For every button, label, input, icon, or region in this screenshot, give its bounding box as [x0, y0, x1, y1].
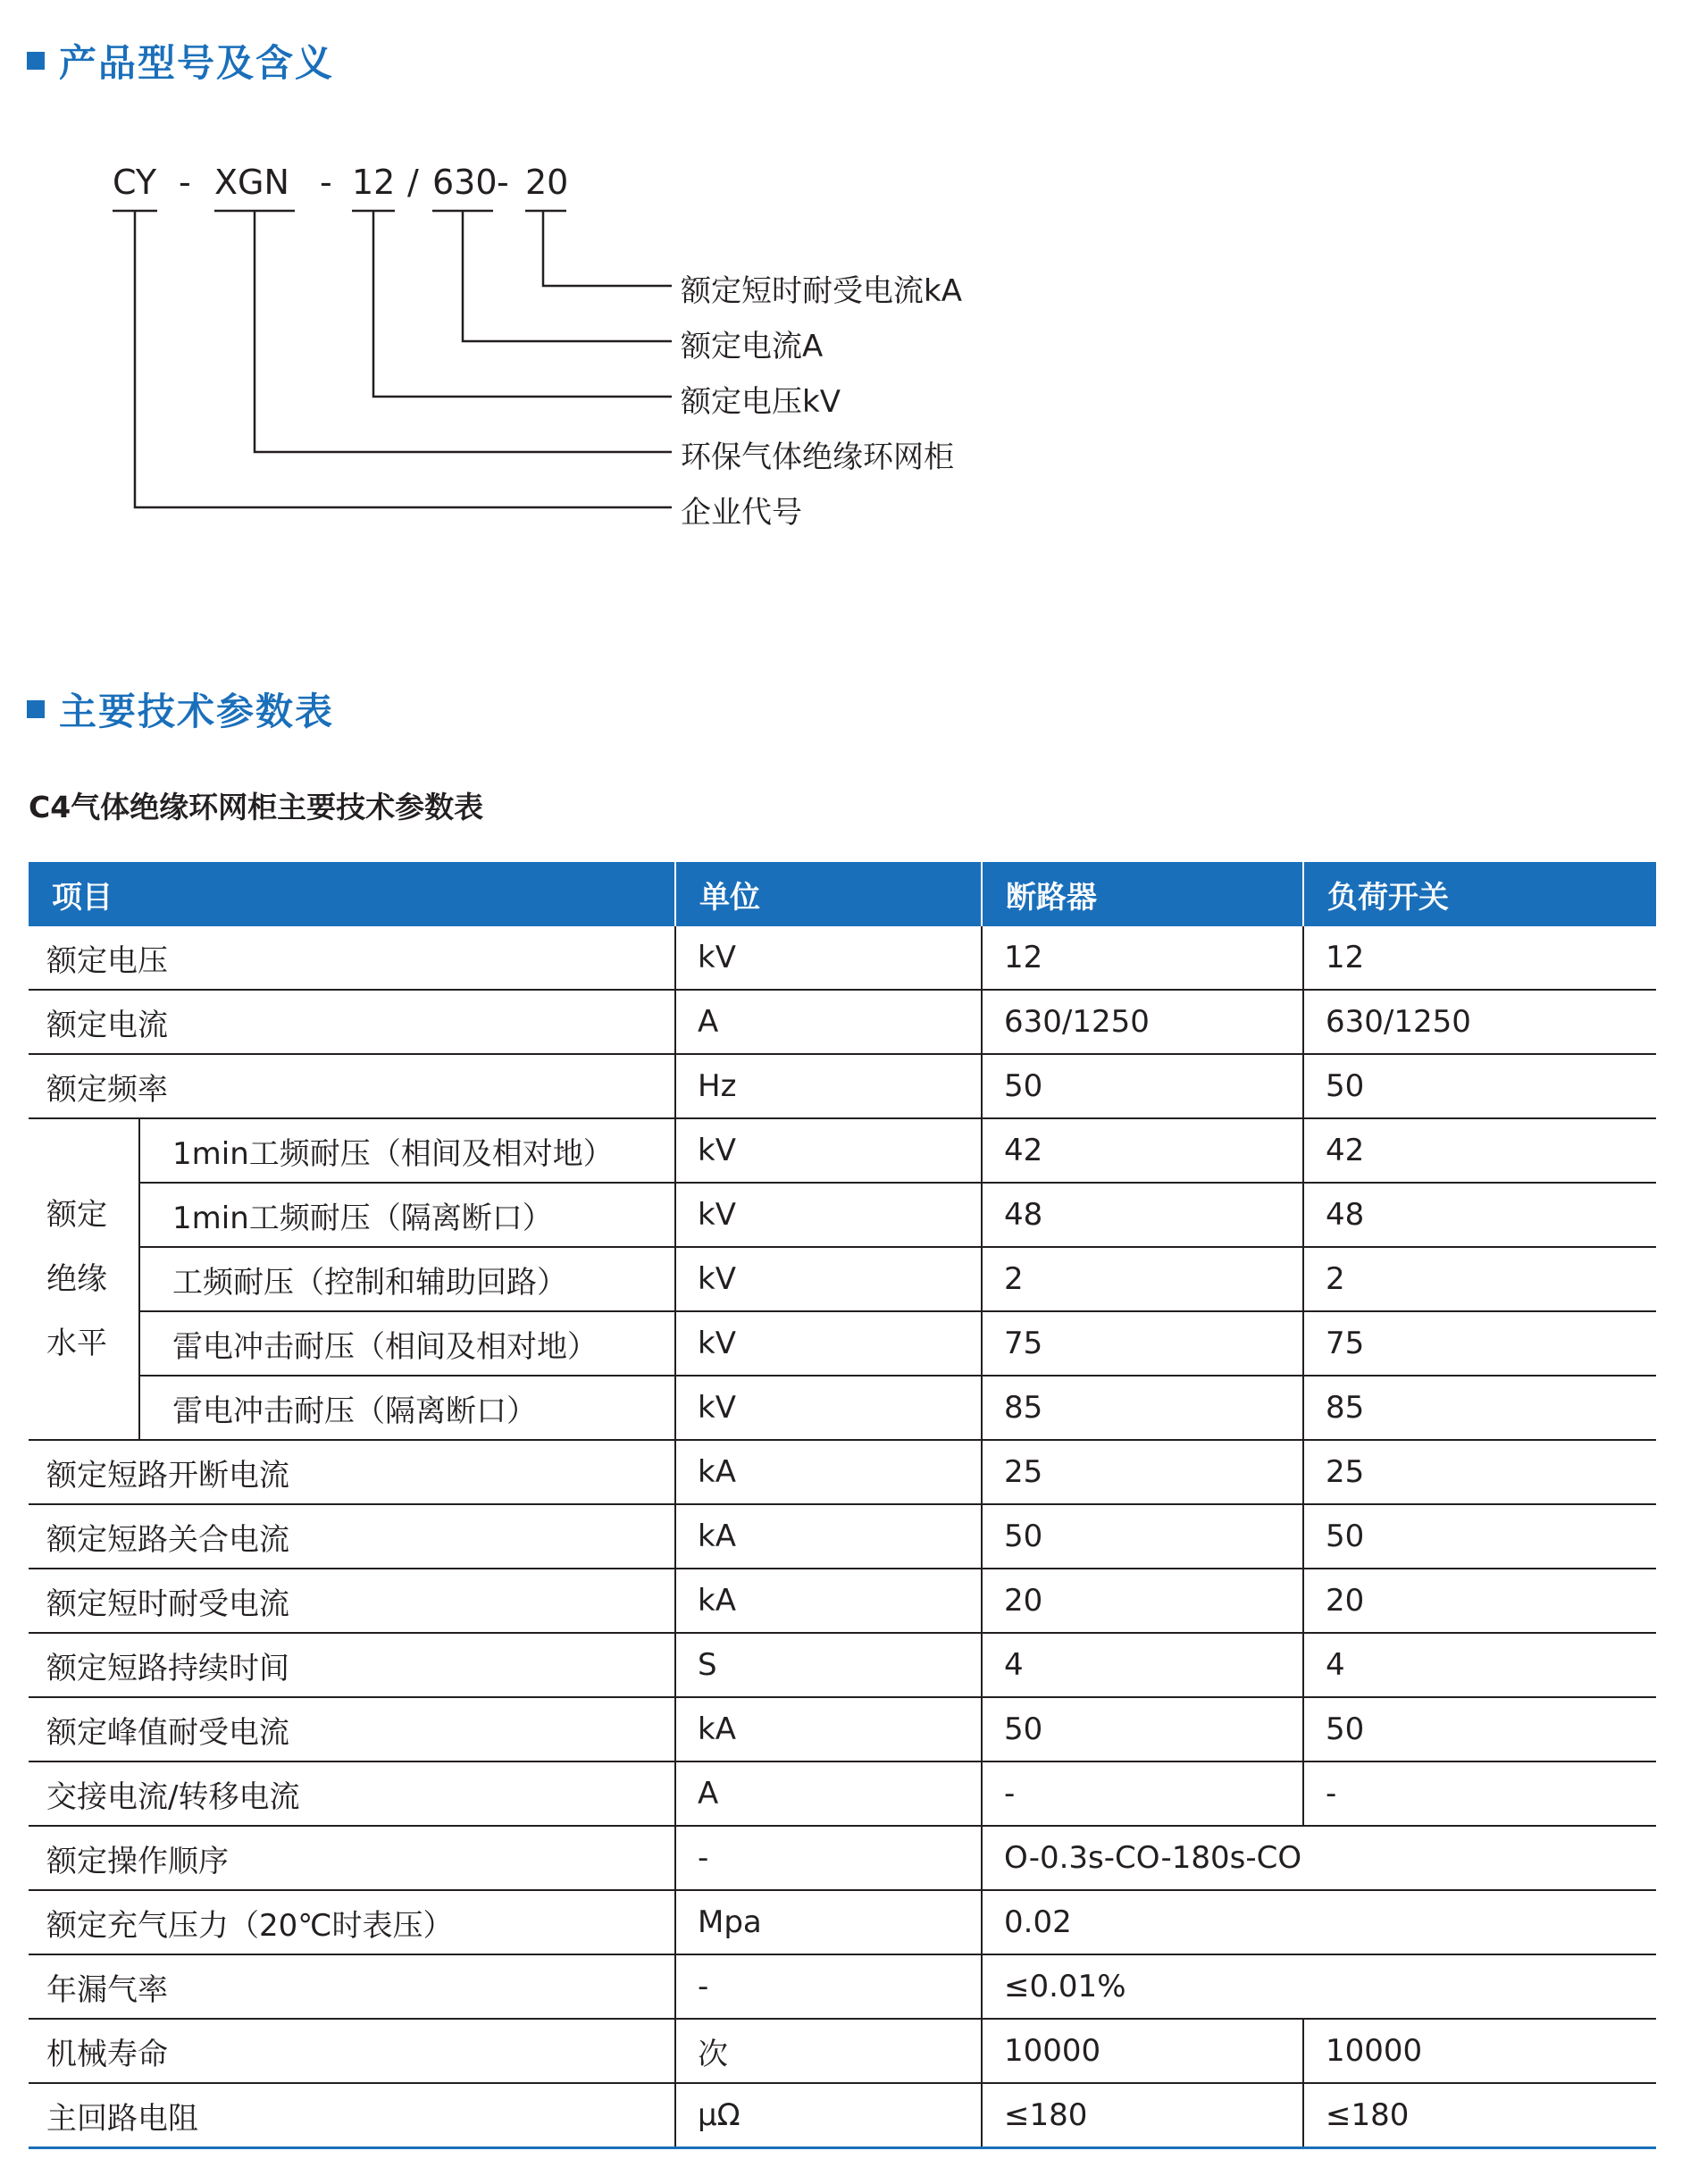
cell-breaker: ≤180: [982, 2083, 1303, 2148]
cell-unit: kV: [675, 1247, 982, 1311]
table-row: [29, 2083, 1656, 2148]
cell-item: 额定电流: [29, 990, 675, 1054]
cell-unit: -: [675, 1826, 982, 1890]
code-separator: -: [320, 163, 332, 202]
cell-item: 雷电冲击耐压（相间及相对地）: [139, 1311, 675, 1376]
group-label-line: 水平: [46, 1326, 107, 1361]
cell-item: 额定短路开断电流: [29, 1440, 675, 1504]
cell-load-switch: 50: [1303, 1054, 1656, 1118]
section-title-text: 产品型号及含义: [59, 41, 335, 85]
header-item: 项目: [29, 862, 675, 926]
table-row: [29, 990, 1656, 1054]
cell-load-switch: 20: [1303, 1569, 1656, 1633]
cell-breaker: 42: [982, 1118, 1303, 1183]
table-row: [29, 1183, 1656, 1247]
cell-item: 1min工频耐压（隔离断口）: [139, 1183, 675, 1247]
header-breaker: 断路器: [982, 862, 1303, 926]
cell-insulation-group: [29, 1118, 139, 1440]
cell-item: 额定操作顺序: [29, 1826, 675, 1890]
cell-load-switch: 12: [1303, 926, 1656, 990]
cell-load-switch: 50: [1303, 1504, 1656, 1569]
meaning-rated-voltage: 额定电压kV: [681, 384, 841, 420]
table-header-row: [29, 862, 1656, 926]
cell-load-switch: 42: [1303, 1118, 1656, 1183]
cell-breaker: 50: [982, 1697, 1303, 1761]
cell-unit: 次: [675, 2019, 982, 2083]
table-row: [29, 1697, 1656, 1761]
cell-load-switch: 85: [1303, 1376, 1656, 1440]
cell-unit: Hz: [675, 1054, 982, 1118]
cell-item: 额定充气压力（20℃时表压）: [29, 1890, 675, 1954]
cell-breaker: 75: [982, 1311, 1303, 1376]
table-row: [29, 1440, 1656, 1504]
cell-breaker: 10000: [982, 2019, 1303, 2083]
cell-item: 雷电冲击耐压（隔离断口）: [139, 1376, 675, 1440]
code-part-current: 630: [432, 163, 498, 202]
cell-load-switch: ≤180: [1303, 2083, 1656, 2148]
cell-load-switch: 48: [1303, 1183, 1656, 1247]
cell-unit: -: [675, 1954, 982, 2019]
cell-item: 1min工频耐压（相间及相对地）: [139, 1118, 675, 1183]
table-row: [29, 1054, 1656, 1118]
cell-item: 额定短时耐受电流: [29, 1569, 675, 1633]
table-row: [29, 1311, 1656, 1376]
cell-item: 额定短路持续时间: [29, 1633, 675, 1697]
code-part-cy: CY: [113, 163, 157, 202]
cell-item: 交接电流/转移电流: [29, 1761, 675, 1826]
code-part-voltage: 12: [352, 163, 396, 202]
section-title-specs: [27, 682, 334, 736]
table-row: [29, 1954, 1656, 2019]
cell-load-switch: -: [1303, 1761, 1656, 1826]
square-bullet-icon: [27, 700, 45, 718]
code-separator: -: [179, 163, 191, 202]
meaning-company-code: 企业代号: [681, 495, 802, 531]
table-row: [29, 926, 1656, 990]
cell-unit: kA: [675, 1697, 982, 1761]
section-title-text: 主要技术参数表: [59, 690, 335, 733]
cell-unit: kA: [675, 1440, 982, 1504]
cell-unit: kV: [675, 1183, 982, 1247]
code-separator: -: [497, 163, 509, 202]
table-row: [29, 1504, 1656, 1569]
table-row: [29, 1761, 1656, 1826]
table-row: [29, 1569, 1656, 1633]
table-row: [29, 2019, 1656, 2083]
cell-item: 年漏气率: [29, 1954, 675, 2019]
cell-item: 工频耐压（控制和辅助回路）: [139, 1247, 675, 1311]
cell-unit: kV: [675, 1311, 982, 1376]
header-load-switch: 负荷开关: [1303, 862, 1656, 926]
code-separator: /: [407, 163, 419, 202]
table-row: [29, 1118, 1656, 1183]
cell-breaker: 2: [982, 1247, 1303, 1311]
cell-item: 额定峰值耐受电流: [29, 1697, 675, 1761]
table-row: [29, 1376, 1656, 1440]
group-label-line: 绝缘: [46, 1261, 107, 1297]
meaning-rated-current: 额定电流A: [681, 329, 824, 364]
cell-unit: S: [675, 1633, 982, 1697]
cell-load-switch: 25: [1303, 1440, 1656, 1504]
cell-breaker: 48: [982, 1183, 1303, 1247]
cell-load-switch: 50: [1303, 1697, 1656, 1761]
cell-unit: A: [675, 1761, 982, 1826]
cell-item: 额定短路关合电流: [29, 1504, 675, 1569]
cell-breaker: 4: [982, 1633, 1303, 1697]
cell-shared-value: ≤0.01%: [982, 1954, 1656, 2019]
cell-breaker: 25: [982, 1440, 1303, 1504]
cell-breaker: 12: [982, 926, 1303, 990]
cell-unit: μΩ: [675, 2083, 982, 2148]
cell-unit: kV: [675, 1376, 982, 1440]
cell-breaker: -: [982, 1761, 1303, 1826]
group-label-line: 额定: [46, 1197, 107, 1233]
table-row: [29, 1826, 1656, 1890]
cell-unit: kA: [675, 1569, 982, 1633]
cell-load-switch: 75: [1303, 1311, 1656, 1376]
cell-item: 额定电压: [29, 926, 675, 990]
code-part-xgn: XGN: [214, 163, 289, 202]
cell-load-switch: 10000: [1303, 2019, 1656, 2083]
cell-shared-value: O-0.3s-CO-180s-CO: [982, 1826, 1656, 1890]
cell-unit: A: [675, 990, 982, 1054]
cell-item: 机械寿命: [29, 2019, 675, 2083]
cell-unit: kV: [675, 1118, 982, 1183]
table-caption: C4气体绝缘环网柜主要技术参数表: [29, 790, 484, 824]
table-row: [29, 1890, 1656, 1954]
cell-load-switch: 4: [1303, 1633, 1656, 1697]
header-unit: 单位: [675, 862, 982, 926]
cell-unit: kV: [675, 926, 982, 990]
cell-unit: Mpa: [675, 1890, 982, 1954]
table-row: [29, 1633, 1656, 1697]
cell-shared-value: 0.02: [982, 1890, 1656, 1954]
cell-load-switch: 2: [1303, 1247, 1656, 1311]
table-row: [29, 1247, 1656, 1311]
cell-item: 额定频率: [29, 1054, 675, 1118]
cell-item: 主回路电阻: [29, 2083, 675, 2148]
cell-breaker: 50: [982, 1504, 1303, 1569]
cell-load-switch: 630/1250: [1303, 990, 1656, 1054]
meaning-product-type: 环保气体绝缘环网柜: [681, 439, 954, 475]
meaning-withstand-current: 额定短时耐受电流kA: [681, 273, 962, 309]
code-part-withstand: 20: [525, 163, 569, 202]
cell-unit: kA: [675, 1504, 982, 1569]
cell-breaker: 630/1250: [982, 990, 1303, 1054]
spec-table: [29, 862, 1656, 2149]
cell-breaker: 20: [982, 1569, 1303, 1633]
cell-breaker: 85: [982, 1376, 1303, 1440]
cell-breaker: 50: [982, 1054, 1303, 1118]
